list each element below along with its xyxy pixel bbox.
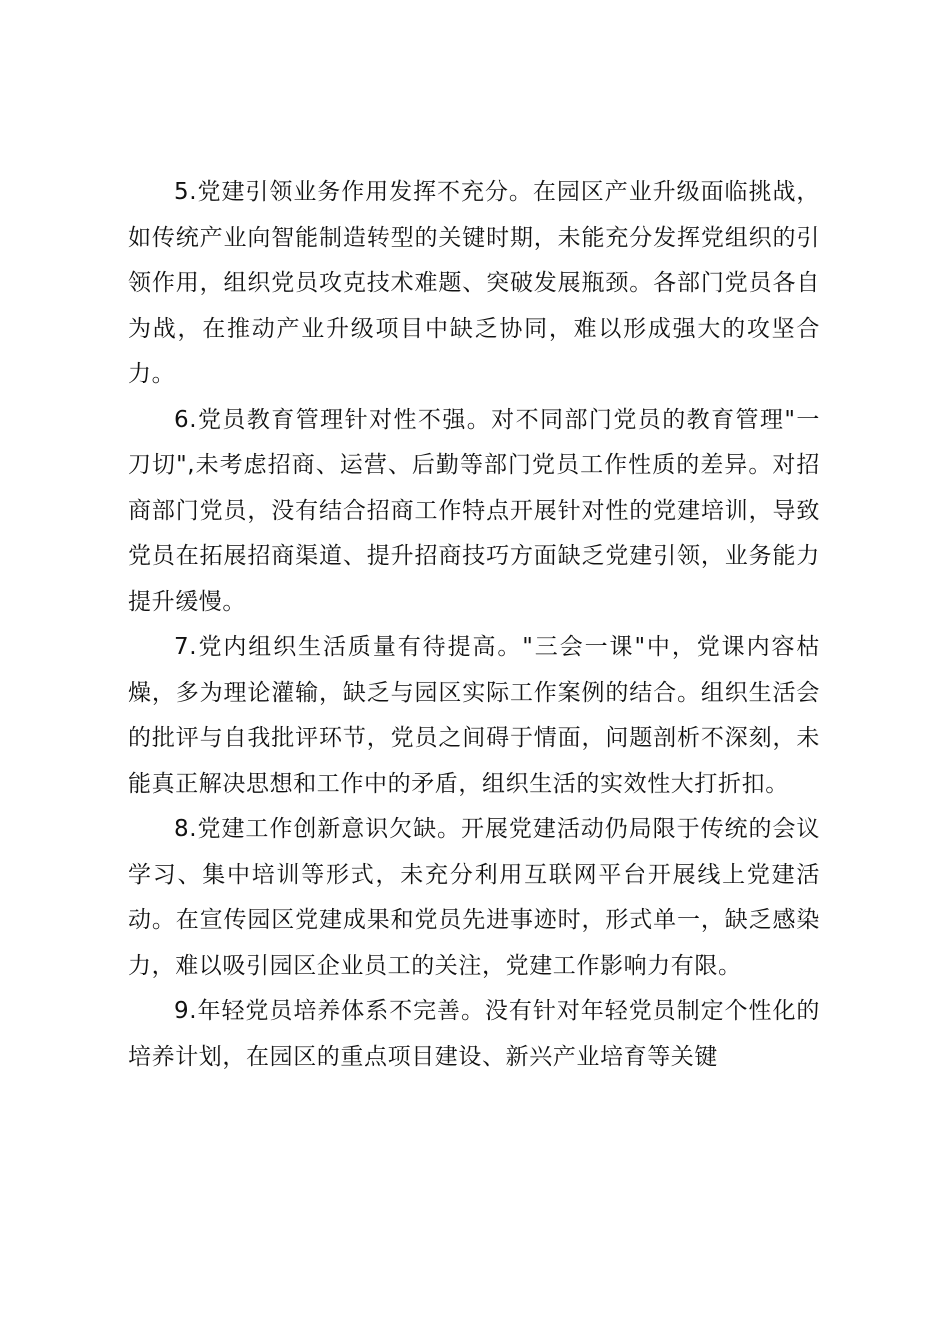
- paragraph-5: 5.党建引领业务作用发挥不充分。在园区产业升级面临挑战，如传统产业向智能制造转型的关键时期，未能充分发挥党组织的引领作用，组织党员攻克技术难题、突破发展瓶颈。各部门党员各自为战，在推动产业升级项目中缺乏协同，难以形成强大的攻坚合力。: [128, 179, 820, 387]
- paragraph-9: 9.年轻党员培养体系不完善。没有针对年轻党员制定个性化的培养计划，在园区的重点项目建设、新兴产业培育等关键: [128, 998, 820, 1070]
- paragraph-6: 6.党员教育管理针对性不强。对不同部门党员的教育管理"一刀切",未考虑招商、运营、后勤等部门党员工作性质的差异。对招商部门党员，没有结合招商工作特点开展针对性的党建培训，导致党员在拓展招商渠道、提升招商技巧方面缺乏党建引领，业务能力提升缓慢。: [128, 406, 820, 615]
- paragraph-7: 7.党内组织生活质量有待提高。"三会一课"中，党课内容枯燥，多为理论灌输，缺乏与园区实际工作案例的结合。组织生活会的批评与自我批评环节，党员之间碍于情面，问题剖析不深刻，未能真正解决思想和工作中的矛盾，组织生活的实效性大打折扣。: [128, 634, 820, 797]
- document-body: [128, 170, 820, 1080]
- paragraph-8: 8.党建工作创新意识欠缺。开展党建活动仍局限于传统的会议学习、集中培训等形式，未充分利用互联网平台开展线上党建活动。在宣传园区党建成果和党员先进事迹时，形式单一，缺乏感染力，难以吸引园区企业员工的关注，党建工作影响力有限。: [128, 816, 820, 979]
